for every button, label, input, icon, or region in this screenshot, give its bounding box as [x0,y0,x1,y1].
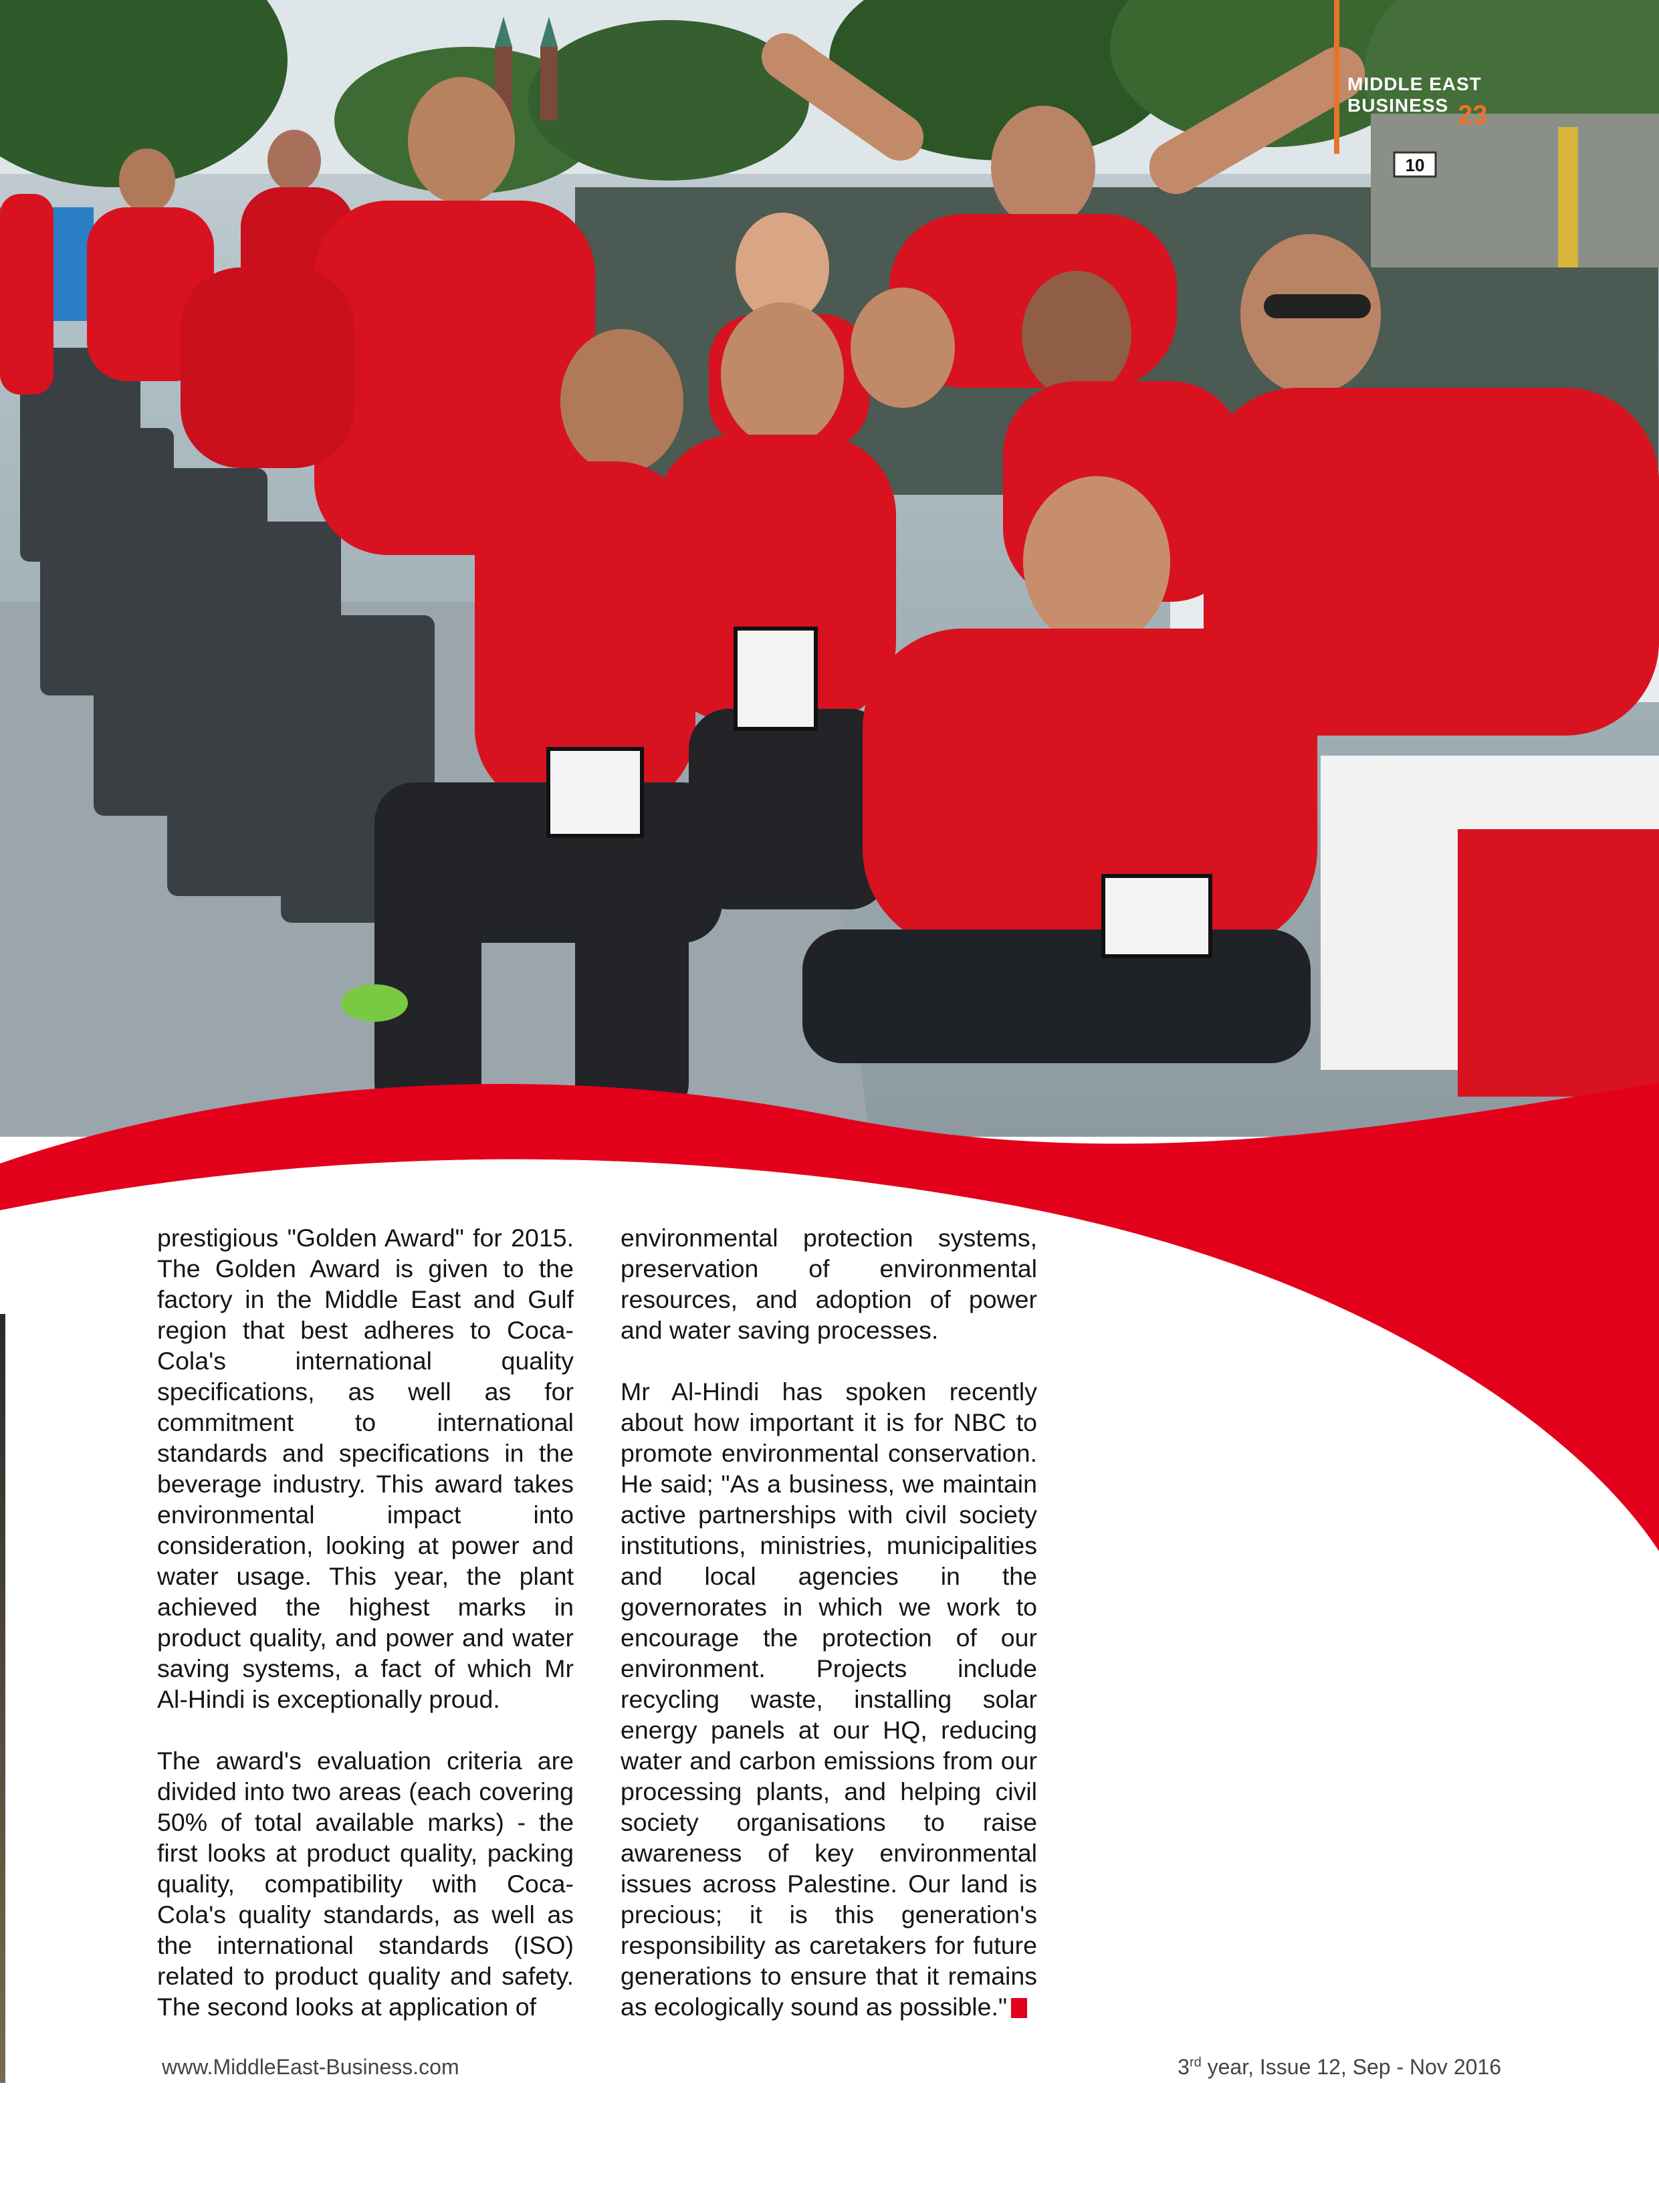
end-of-article-mark [1011,1998,1027,2018]
masthead [1334,53,1535,134]
page-number: 23 [1458,100,1488,130]
embankment-wall [1371,114,1659,267]
article-column-2 [621,1222,1037,2053]
article-paragraph-last [621,1376,1037,2022]
masthead-title-line1: MIDDLE EAST [1347,74,1482,94]
issue-ordinal-suffix: rd [1189,2055,1202,2070]
river-sign: 10 [1405,155,1425,175]
article-column-1 [157,1222,574,2053]
masthead-accent-bar [1334,0,1339,154]
masthead-title-line2: BUSINESS [1347,95,1449,116]
issue-details: year, Issue 12, Sep - Nov 2016 [1201,2055,1501,2079]
footer-website-link[interactable]: www.MiddleEast-Business.com [162,2055,459,2079]
article-paragraph: The award's evaluation criteria are divided into two areas (each covering 50% of total available marks) - the first looks at product quality, packing quality, compatibility with Coca-Cola's quality standards, as well as the international standards (ISO) related to product quality and safety. The second looks at application of [157,1747,574,2021]
page-edge-strip [0,1314,5,2083]
issue-ordinal-number: 3 [1178,2055,1190,2079]
footer-issue-info [1178,2055,1501,2080]
article-paragraph-text: Mr Al-Hindi has spoken recently about how important it is for NBC to promote environmental conservation. He said; "As a business, we maintain active partnerships with civil society institutions, ministries, municipalities and local agencies in the governorates in which we work to encourage the protection of our environment. Projects include recycling waste, installing solar energy panels at our HQ, reducing water and carbon emissions from our processing plants, and helping civil society organisations to raise awareness of key environmental issues across Palestine. Our land is precious; it is this generation's responsibility as caretakers for future generations to ensure that it remains as ecologically sound as possible." [621,1377,1037,2021]
article-paragraph: prestigious "Golden Award" for 2015. The Golden Award is given to the factory in the Middle East and Gulf region that best adheres to Coca-Cola's international quality specifications, as well as for commitment to international standards and specifications in the beverage industry. This award takes environmental impact into consideration, looking at power and water usage. This year, the plant achieved the highest marks in product quality, and power and water saving systems, a fact of which Mr Al-Hindi is exceptionally proud. [157,1224,574,1713]
article-paragraph: environmental protection systems, preservation of environmental resources, and adoption of power and water saving processes. [621,1224,1037,1344]
